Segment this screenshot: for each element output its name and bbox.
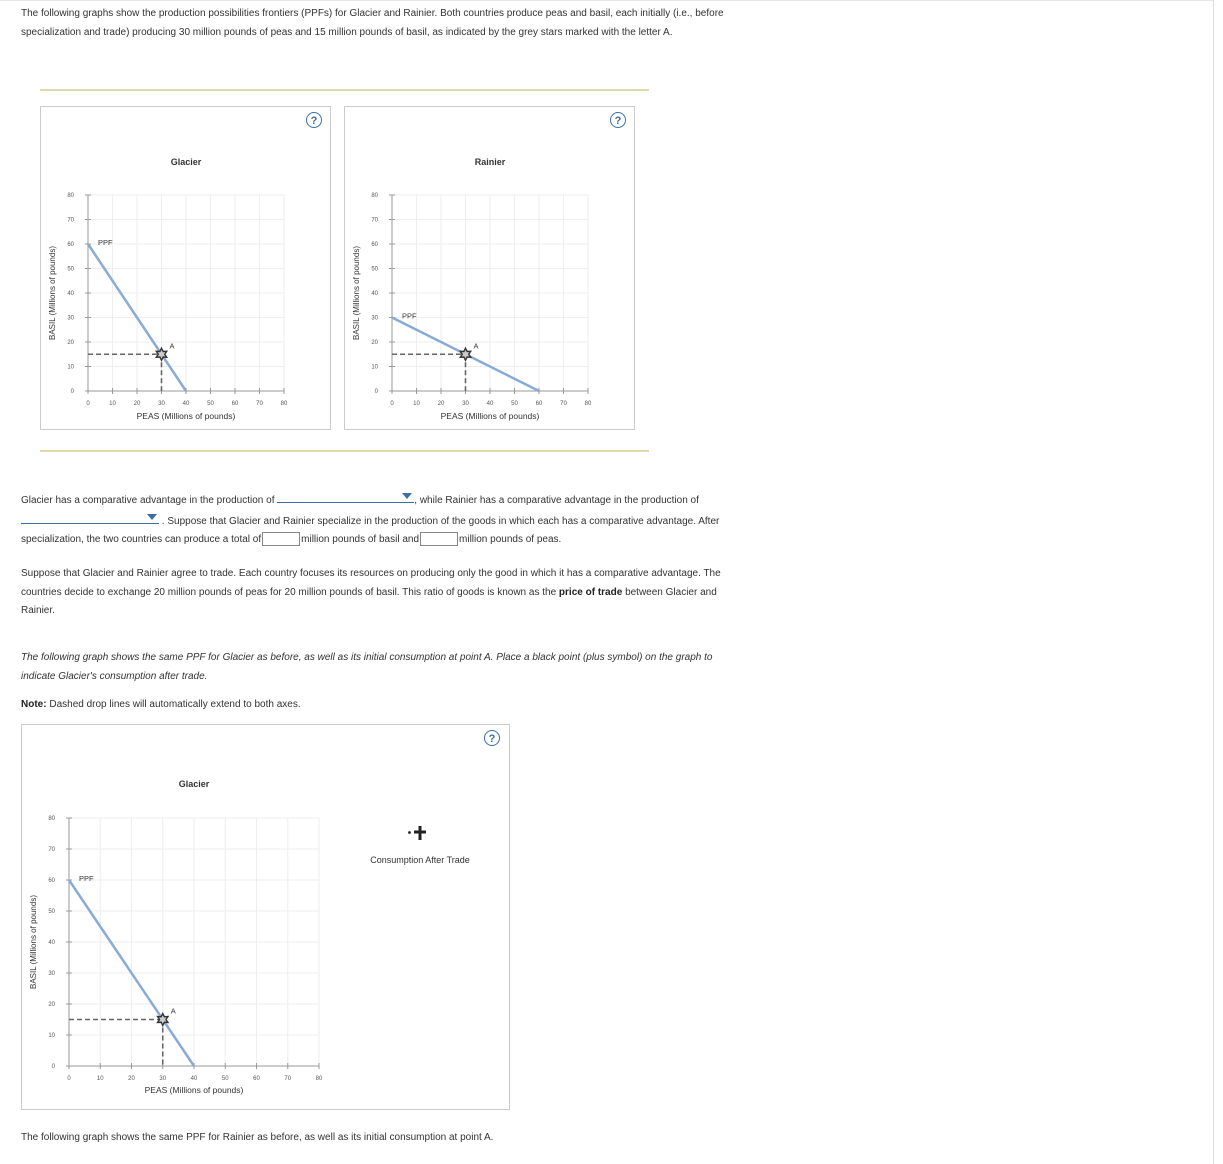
q1-text-1: Glacier has a comparative advantage in the production of [21,495,275,506]
help-icon[interactable]: ? [610,112,626,128]
glacier-trade-graph-panel [21,724,510,1110]
y-tick-label: 30 [48,971,55,977]
x-tick-label: 60 [231,401,239,407]
rainier-graph-panel [344,106,635,430]
chart-title: Glacier [178,779,210,789]
x-tick-label: 50 [207,401,214,407]
top-rule [0,0,1213,1]
y-tick-label: 50 [67,266,74,273]
glacier-advantage-dropdown[interactable] [277,490,414,503]
y-tick-label: 30 [371,315,378,322]
x-tick-label: 50 [511,401,518,407]
y-tick-label: 0 [51,1064,55,1070]
note-line [21,696,741,715]
y-axis-label: BASIL (Millions of pounds) [352,246,361,340]
x-tick-label: 80 [280,401,288,407]
trade-text-after: between Glacier and Rainier. [21,586,717,616]
intro-text: The following graphs show the production possibilities frontiers (PPFs) for Glacier and Rainier. Both countries produce peas and basil, each initially (i.e., before specialization and trade) producing 30 million pounds of peas and 15 million pounds of basil, as indicated by the grey stars marked with the letter A. [21,8,724,38]
glacier-chart[interactable] [41,107,330,429]
x-tick-label: 40 [486,401,494,407]
tool-dot [408,831,411,834]
x-tick-label: 20 [133,401,141,407]
chart-title: Glacier [170,157,202,167]
trade-paragraph [21,565,741,621]
total-peas-input[interactable] [420,532,458,546]
y-tick-label: 30 [67,315,74,322]
q1-text-3: . Suppose that Glacier and Rainier specialize in the production of the goods in which each has a comparative advantage. After specialization, the two countries can produce a total of [21,515,720,545]
point-label: A [170,1006,176,1016]
y-tick-label: 40 [371,291,378,297]
q1-text-4: million pounds of basil and [301,534,420,545]
ppf-label: PPF [79,874,94,883]
chart-title: Rainier [474,157,506,167]
y-tick-label: 0 [374,389,378,395]
y-tick-label: 70 [67,217,74,224]
closing-text: The following graph shows the same PPF for Rainier as before, as well as its initial consumption at point A. [21,1132,494,1143]
y-tick-label: 50 [48,909,55,915]
point-label: A [169,341,175,351]
y-tick-label: 10 [67,364,74,371]
y-tick-label: 80 [371,193,378,199]
y-tick-label: 80 [48,816,55,822]
graph-instruction: The following graph shows the same PPF for Glacier as before, as well as its initial consumption at point A. Place a black point (plus symbol) on the graph to indicate Glacier's consumption after trade. [21,652,713,682]
x-tick-label: 50 [221,1076,229,1082]
star-marker [460,348,470,360]
x-tick-label: 40 [182,401,190,407]
x-tick-label: 60 [253,1076,260,1082]
divider-bottom [40,450,649,452]
y-tick-label: 70 [48,847,55,853]
y-axis-label: BASIL (Millions of pounds) [29,895,38,989]
point-label: A [473,341,479,351]
y-tick-label: 20 [67,340,74,346]
y-tick-label: 40 [48,940,55,946]
rainier-chart[interactable] [345,107,634,429]
plus-icon[interactable] [414,826,426,840]
y-tick-label: 40 [67,291,74,297]
y-axis-label: BASIL (Millions of pounds) [48,246,57,340]
x-tick-label: 20 [437,401,445,407]
ppf-label: PPF [402,311,417,321]
x-tick-label: 80 [315,1076,323,1082]
x-tick-label: 0 [390,401,394,407]
x-tick-label: 10 [413,401,420,407]
glacier-graph-panel [40,106,331,430]
x-tick-label: 30 [158,401,165,407]
trade-text-before: Suppose that Glacier and Rainier agree to trade. Each country focuses its resources on producing only the good in which it has a comparative advantage. The countries decide to exchange 20 million pounds of peas for 20 million pounds of basil. This ratio of goods is known as the [21,568,721,598]
x-tick-label: 70 [284,1076,292,1082]
x-tick-label: 0 [67,1076,71,1082]
glacier-trade-chart[interactable] [22,725,509,1109]
consumption-after-trade-label: Consumption After Trade [370,855,470,865]
y-tick-label: 20 [48,1002,55,1008]
chevron-down-icon [402,493,412,499]
x-tick-label: 30 [159,1076,167,1082]
y-tick-label: 70 [371,217,378,224]
x-tick-label: 70 [256,401,263,407]
y-tick-label: 0 [70,389,74,395]
help-icon[interactable]: ? [306,112,322,128]
y-tick-label: 50 [371,266,378,273]
y-tick-label: 10 [48,1033,55,1039]
x-axis-label: PEAS (Millions of pounds) [440,411,540,421]
total-basil-input[interactable] [262,532,300,546]
y-tick-label: 10 [371,364,378,371]
x-tick-label: 60 [535,401,543,407]
x-tick-label: 20 [128,1076,135,1082]
rainier-advantage-dropdown[interactable] [21,511,159,524]
y-tick-label: 60 [67,242,74,248]
x-tick-label: 80 [584,401,592,407]
note-text: Dashed drop lines will automatically extend to both axes. [49,699,301,710]
ppf-label: PPF [98,238,113,247]
x-tick-label: 70 [560,401,567,407]
right-rule [1213,0,1214,1164]
comparative-advantage-question [21,490,741,550]
help-icon[interactable]: ? [484,730,500,746]
x-axis-label: PEAS (Millions of pounds) [136,411,236,421]
y-tick-label: 60 [48,878,55,884]
consumption-tool[interactable] [370,826,470,865]
note-label: Note: [21,699,47,710]
x-tick-label: 40 [190,1076,198,1082]
chevron-down-icon [147,514,157,520]
x-tick-label: 10 [109,401,116,407]
x-axis-label: PEAS (Millions of pounds) [144,1085,244,1095]
x-tick-label: 0 [86,401,90,407]
y-tick-label: 20 [371,340,378,346]
q1-text-5: million pounds of peas. [459,534,562,545]
x-tick-label: 30 [462,401,469,407]
divider-top [40,89,649,91]
y-tick-label: 80 [67,193,74,199]
y-tick-label: 60 [371,242,378,248]
q1-text-2: , while Rainier has a comparative advantage in the production of [414,495,699,506]
x-tick-label: 10 [96,1076,104,1082]
trade-text-bold: price of trade [558,586,623,598]
